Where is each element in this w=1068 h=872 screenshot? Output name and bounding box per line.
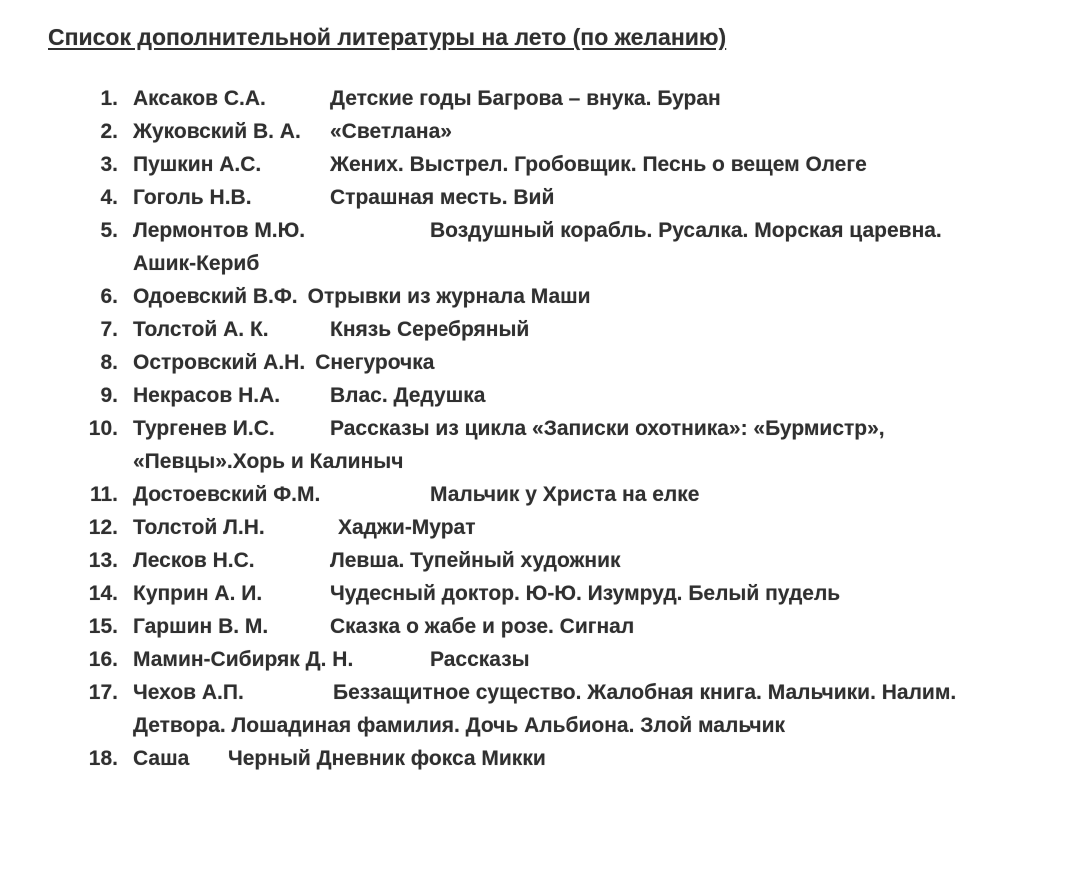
item-body — [133, 742, 963, 775]
reading-list-item — [85, 115, 1068, 148]
item-number: 17. — [88, 681, 118, 704]
item-author: Аксаков С.А. — [133, 87, 266, 110]
item-works: «Светлана» — [330, 120, 452, 143]
item-body — [133, 181, 963, 214]
item-number: 3. — [100, 153, 118, 176]
document-title: Список дополнительной литературы на лето (по желанию) — [48, 24, 727, 50]
reading-list-item — [85, 511, 1068, 544]
reading-list-item — [85, 742, 1068, 775]
reading-list-item — [85, 82, 1068, 115]
item-works: Черный Дневник фокса Микки — [228, 747, 546, 770]
item-works: Жених. Выстрел. Гробовщик. Песнь о вещем Олеге — [330, 153, 867, 176]
item-number: 15. — [88, 615, 118, 638]
reading-list-item — [85, 214, 1068, 280]
item-author: Пушкин А.С. — [133, 153, 262, 176]
item-author: Островский А.Н. — [133, 351, 306, 374]
reading-list-item — [85, 280, 1068, 313]
item-body — [133, 511, 963, 544]
item-number: 11. — [89, 483, 118, 506]
item-body — [133, 412, 963, 478]
item-works: Воздушный корабль. Русалка. Морская царевна. Ашик-Кериб — [133, 219, 942, 275]
item-works: Влас. Дедушка — [330, 384, 486, 407]
item-works: Князь Серебряный — [330, 318, 530, 341]
item-works: Левша. Тупейный художник — [330, 549, 621, 572]
reading-list-item — [85, 148, 1068, 181]
item-author: Толстой А. К. — [133, 318, 269, 341]
item-author: Жуковский В. А. — [133, 120, 301, 143]
reading-list-item — [85, 610, 1068, 643]
reading-list-item — [85, 313, 1068, 346]
reading-list-item — [85, 181, 1068, 214]
item-works: Страшная месть. Вий — [330, 186, 555, 209]
item-number: 8. — [100, 351, 118, 374]
item-author: Гоголь Н.В. — [133, 186, 252, 209]
item-body — [133, 643, 963, 676]
item-body — [133, 82, 963, 115]
item-author: Некрасов Н.А. — [133, 384, 281, 407]
item-body — [133, 280, 963, 313]
item-author: Одоевский В.Ф. — [133, 285, 298, 308]
item-author: Саша — [133, 747, 190, 770]
item-author: Лермонтов М.Ю. — [133, 219, 306, 242]
item-works: Снегурочка — [315, 351, 435, 374]
item-number: 2. — [100, 120, 118, 143]
reading-list-item — [85, 478, 1068, 511]
item-number: 5. — [100, 219, 118, 242]
item-body — [133, 676, 963, 742]
item-body — [133, 148, 963, 181]
item-works: Сказка о жабе и розе. Сигнал — [330, 615, 635, 638]
item-number: 14. — [88, 582, 118, 605]
item-number: 18. — [88, 747, 118, 770]
item-works: Рассказы из цикла «Записки охотника»: «Бурмистр», «Певцы».Хорь и Калиныч — [133, 417, 885, 473]
reading-list-item — [85, 379, 1068, 412]
item-number: 1. — [100, 87, 118, 110]
item-author: Куприн А. И. — [133, 582, 263, 605]
item-body — [133, 379, 963, 412]
item-body — [133, 214, 963, 280]
item-number: 9. — [100, 384, 118, 407]
item-works: Отрывки из журнала Маши — [307, 285, 591, 308]
item-works: Чудесный доктор. Ю-Ю. Изумруд. Белый пудель — [330, 582, 841, 605]
item-author: Тургенев И.С. — [133, 417, 275, 440]
item-author: Гаршин В. М. — [133, 615, 269, 638]
item-number: 10. — [88, 417, 118, 440]
item-body — [133, 115, 963, 148]
item-number: 4. — [100, 186, 118, 209]
item-works: Детские годы Багрова – внука. Буран — [330, 87, 721, 110]
item-works: Мальчик у Христа на елке — [430, 483, 700, 506]
item-works: Хаджи-Мурат — [338, 516, 476, 539]
reading-list-item — [85, 676, 1068, 742]
item-body — [133, 577, 963, 610]
item-body — [133, 313, 963, 346]
item-author: Достоевский Ф.М. — [133, 483, 321, 506]
item-works: Рассказы — [430, 648, 530, 671]
item-author: Мамин-Сибиряк Д. Н. — [133, 648, 354, 671]
item-body — [133, 478, 963, 511]
item-works: Беззащитное существо. Жалобная книга. Мальчики. Налим. Детвора. Лошадиная фамилия. Дочь Альбиона. Злой мальчик — [133, 681, 957, 737]
reading-list-item — [85, 544, 1068, 577]
reading-list-item — [85, 346, 1068, 379]
item-number: 7. — [100, 318, 118, 341]
item-body — [133, 610, 963, 643]
item-author: Толстой Л.Н. — [133, 516, 265, 539]
reading-list-item — [85, 412, 1068, 478]
item-number: 12. — [88, 516, 118, 539]
reading-list-item — [85, 577, 1068, 610]
item-number: 16. — [88, 648, 118, 671]
item-number: 13. — [88, 549, 118, 572]
item-author: Лесков Н.С. — [133, 549, 255, 572]
item-body — [133, 544, 963, 577]
item-body — [133, 346, 963, 379]
reading-list — [0, 82, 1068, 775]
reading-list-item — [85, 643, 1068, 676]
item-author: Чехов А.П. — [133, 681, 244, 704]
item-number: 6. — [100, 285, 118, 308]
